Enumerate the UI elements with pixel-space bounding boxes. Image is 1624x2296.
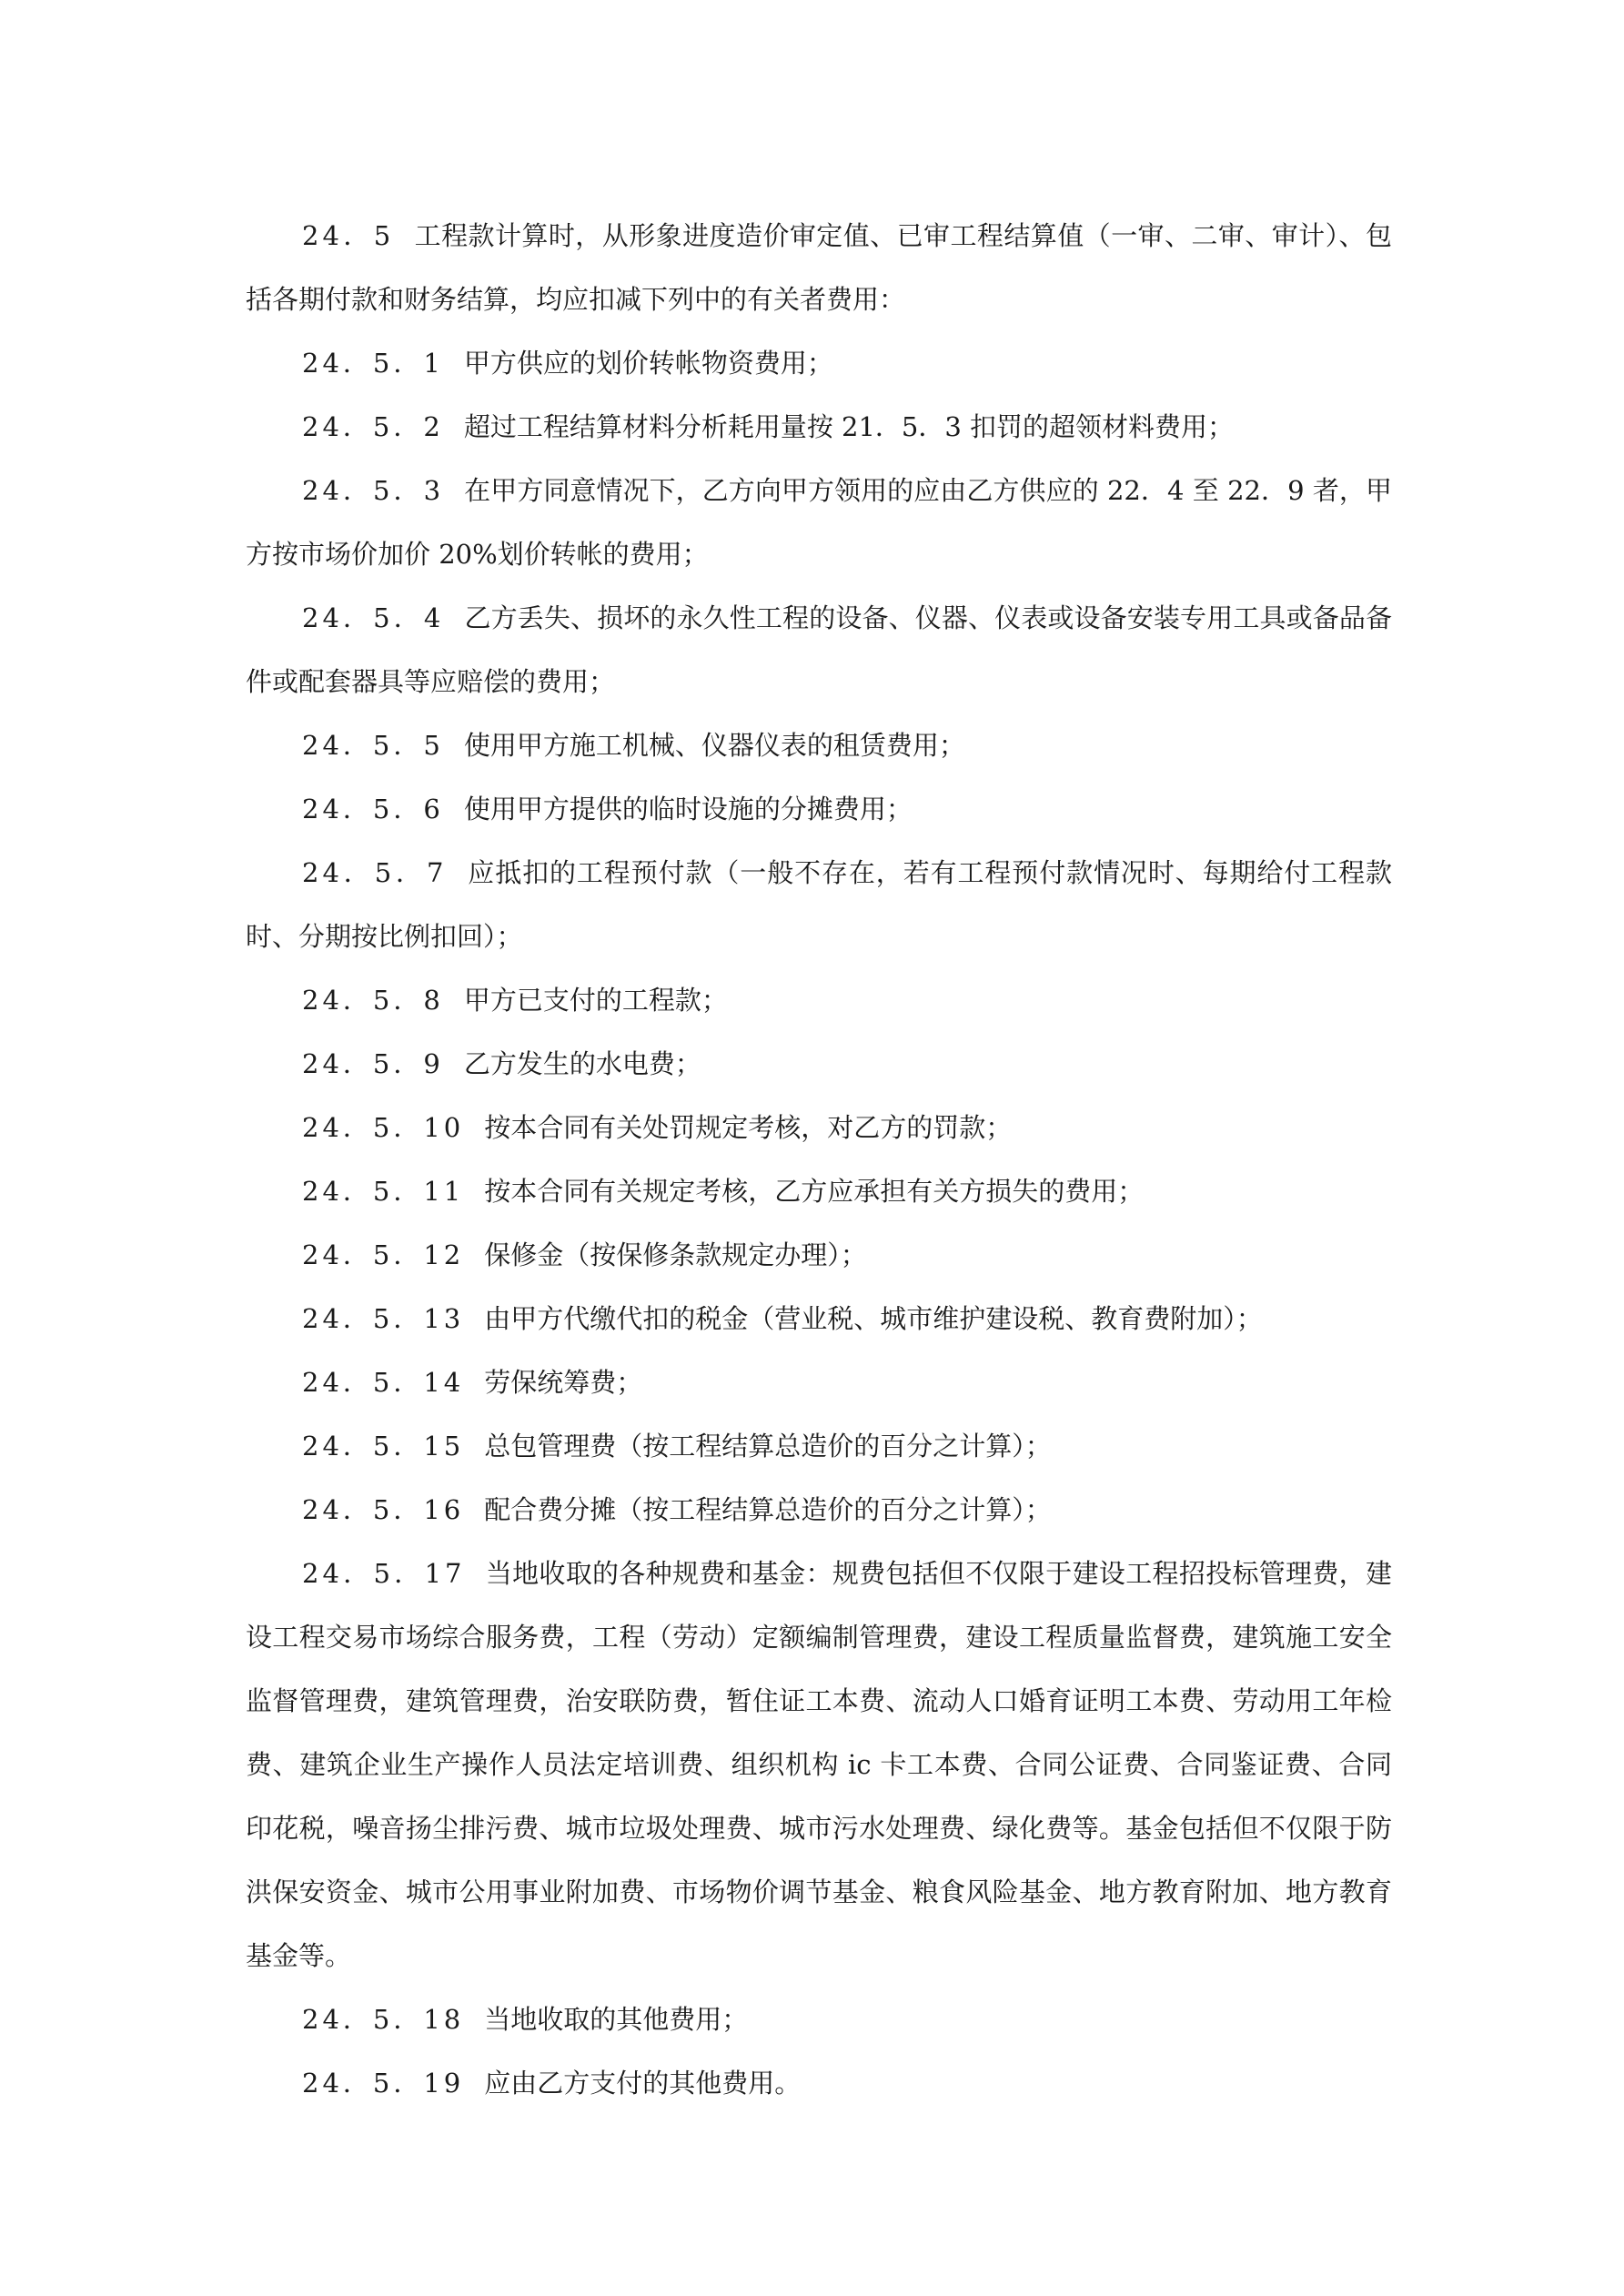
clause-text: 乙方发生的水电费； [463, 1048, 701, 1079]
clause-number: 24．5．4 [302, 602, 445, 633]
clause-number: 24．5．2 [302, 411, 444, 442]
clause-24-5-9 [246, 1032, 1392, 1096]
clause-24-5 [246, 204, 1392, 331]
clause-number: 24．5．1 [302, 348, 444, 379]
clause-number: 24．5．12 [302, 1239, 465, 1270]
clause-24-5-11 [246, 1159, 1392, 1223]
clause-number: 24．5．16 [302, 1494, 465, 1525]
clause-24-5-10 [246, 1096, 1392, 1159]
clause-number: 24．5．15 [302, 1431, 465, 1462]
clause-number: 24．5．6 [302, 794, 444, 824]
clause-text: 甲方供应的划价转帐物资费用； [463, 348, 833, 379]
clause-text: 甲方已支付的工程款； [463, 985, 728, 1016]
clause-24-5-17 [246, 1542, 1392, 1988]
clause-24-5-5 [246, 713, 1392, 777]
clause-24-5-4 [246, 586, 1392, 713]
clause-24-5-2 [246, 395, 1392, 459]
clause-number: 24．5．9 [302, 1048, 444, 1079]
clause-24-5-18 [246, 1988, 1392, 2051]
clause-text: 应抵扣的工程预付款（一般不存在，若有工程预付款情况时、每期给付工程款时、分期按比例扣回）； [246, 857, 1392, 952]
clause-text: 乙方丢失、损坏的永久性工程的设备、仪器、仪表或设备安装专用工具或备品备件或配套器具等应赔偿的费用； [246, 602, 1392, 697]
clause-number: 24．5．18 [302, 2004, 465, 2035]
clause-number: 24．5．19 [302, 2068, 465, 2099]
clause-text: 在甲方同意情况下，乙方向甲方领用的应由乙方供应的 22．4 至 22．9 者，甲方按市场价加价 20%划价转帐的费用； [246, 475, 1392, 570]
clause-number: 24．5．7 [302, 857, 448, 888]
clause-24-5-19 [246, 2051, 1392, 2115]
clause-number: 24．5．17 [302, 1558, 466, 1589]
clause-24-5-12 [246, 1223, 1392, 1287]
clause-text: 按本合同有关规定考核，乙方应承担有关方损失的费用； [484, 1176, 1145, 1207]
clause-text: 劳保统筹费； [484, 1367, 643, 1398]
clause-text: 配合费分摊（按工程结算总造价的百分之计算）； [484, 1494, 1052, 1525]
document-body [246, 204, 1392, 2115]
clause-text: 按本合同有关处罚规定考核，对乙方的罚款； [484, 1112, 1013, 1143]
clause-text: 使用甲方提供的临时设施的分摊费用； [463, 794, 913, 824]
clause-text: 工程款计算时，从形象进度造价审定值、已审工程结算值（一审、二审、审计）、包括各期付款和财务结算，均应扣减下列中的有关者费用： [246, 220, 1392, 315]
clause-24-5-8 [246, 968, 1392, 1032]
clause-number: 24．5 [302, 220, 395, 251]
clause-number: 24．5．5 [302, 730, 444, 761]
clause-24-5-6 [246, 777, 1392, 841]
clause-text: 超过工程结算材料分析耗用量按 21．5．3 扣罚的超领材料费用； [463, 411, 1235, 442]
clause-24-5-16 [246, 1478, 1392, 1542]
clause-number: 24．5．13 [302, 1303, 465, 1334]
clause-text: 总包管理费（按工程结算总造价的百分之计算）； [484, 1431, 1052, 1462]
clause-text: 保修金（按保修条款规定办理）； [484, 1239, 867, 1270]
clause-24-5-15 [246, 1414, 1392, 1478]
clause-text: 当地收取的各种规费和基金：规费包括但不仅限于建设工程招投标管理费，建设工程交易市场综合服务费，工程（劳动）定额编制管理费，建设工程质量监督费，建筑施工安全监督管理费，建筑管理费，治安联防费，暂住证工本费、流动人口婚育证明工本费、劳动用工年检费、建筑企业生产操作人员法定培训费、组织机构 ic 卡工本费、合同公证费、合同鉴证费、合同印花税，噪音扬尘排污费、城市垃圾处理费、城市污水处理费、绿化费等。基金包括但不仅限于防洪保安资金、城市公用事业附加费、市场物价调节基金、粮食风险基金、地方教育附加、地方教育基金等。 [246, 1558, 1392, 1971]
clause-24-5-13 [246, 1287, 1392, 1350]
clause-number: 24．5．3 [302, 475, 445, 506]
clause-text: 当地收取的其他费用； [484, 2004, 749, 2035]
clause-text: 应由乙方支付的其他费用。 [484, 2068, 802, 2099]
clause-text: 由甲方代缴代扣的税金（营业税、城市维护建设税、教育费附加）； [484, 1303, 1263, 1334]
clause-24-5-7 [246, 841, 1392, 968]
clause-24-5-1 [246, 331, 1392, 395]
clause-text: 使用甲方施工机械、仪器仪表的租赁费用； [463, 730, 965, 761]
clause-number: 24．5．11 [302, 1176, 465, 1207]
clause-number: 24．5．10 [302, 1112, 465, 1143]
clause-number: 24．5．8 [302, 985, 444, 1016]
clause-number: 24．5．14 [302, 1367, 465, 1398]
clause-24-5-3 [246, 459, 1392, 586]
clause-24-5-14 [246, 1350, 1392, 1414]
